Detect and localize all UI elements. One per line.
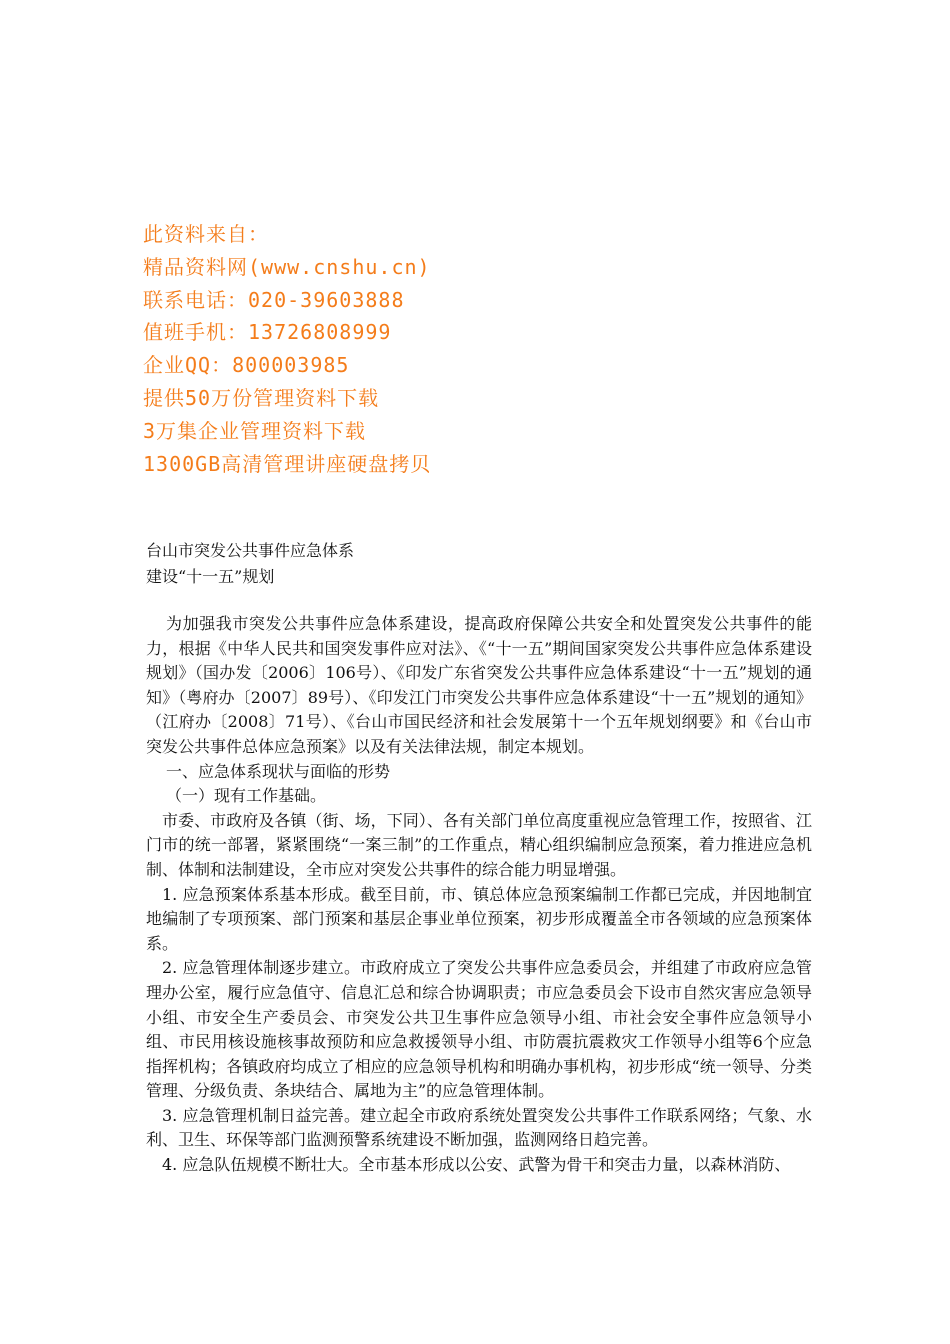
promo-offer-line-2: 3万集企业管理资料下载 <box>143 418 367 443</box>
promo-qq-line: 企业QQ：800003985 <box>143 353 350 378</box>
promo-mobile-line: 值班手机：13726808999 <box>143 320 392 345</box>
section-heading: 一、应急体系现状与面临的形势 <box>166 761 391 781</box>
promo-block <box>143 218 431 480</box>
promo-website-line: 精品资料网(www.cnshu.cn) <box>143 254 431 279</box>
list-item: 4. 应急队伍规模不断壮大。全市基本形成以公安、武警为骨干和突击力量，以森林消防、 <box>162 1155 791 1175</box>
overview-paragraph: 市委、市政府及各镇（街、场，下同）、各有关部门单位高度重视应急管理工作，按照省、江门市的统一部署，紧紧围绕“一案三制”的工作重点，精心组织编制应急预案，着力推进应急机制、体制和法制建设，全市应对突发公共事件的综合能力明显增强。 <box>146 810 812 879</box>
document-title <box>146 538 354 590</box>
subsection-heading: （一）现有工作基础。 <box>166 786 327 806</box>
promo-offer-line-3: 1300GB高清管理讲座硬盘拷贝 <box>143 451 432 476</box>
document-body <box>146 612 812 1178</box>
list-item: 1. 应急预案体系基本形成。截至目前，市、镇总体应急预案编制工作都已完成，并因地制宜地编制了专项预案、部门预案和基层企事业单位预案，初步形成覆盖全市各领域的应急预案体系。 <box>146 884 812 953</box>
intro-paragraph: 为加强我市突发公共事件应急体系建设，提高政府保障公共安全和处置突发公共事件的能力，根据《中华人民共和国突发事件应对法》、《“十一五”期间国家突发公共事件应急体系建设规划》（国办发〔2006〕106号）、《印发广东省突发公共事件应急体系建设“十一五”规划的通知》（粤府办〔2007〕89号）、《印发江门市突发公共事件应急体系建设“十一五”规划的通知》（江府办〔2008〕71号）、《台山市国民经济和社会发展第十一个五年规划纲要》和《台山市突发公共事件总体应急预案》以及有关法律法规，制定本规划。 <box>146 614 812 756</box>
title-line-2: 建设“十一五”规划 <box>146 567 275 586</box>
list-item: 3. 应急管理机制日益完善。建立起全市政府系统处置突发公共事件工作联系网络；气象、水利、卫生、环保等部门监测预警系统建设不断加强，监测网络日趋完善。 <box>146 1105 812 1150</box>
promo-phone-line: 联系电话：020-39603888 <box>143 287 405 312</box>
list-item: 2. 应急管理体制逐步建立。市政府成立了突发公共事件应急委员会，并组建了市政府应急管理办公室，履行应急值守、信息汇总和综合协调职责；市应急委员会下设市自然灾害应急领导小组、市安全生产委员会、市突发公共卫生事件应急领导小组、市社会安全事件应急领导小组、市民用核设施核事故预防和应急救援领导小组、市防震抗震救灾工作领导小组等6个应急指挥机构；各镇政府均成立了相应的应急领导机构和明确办事机构，初步形成“统一领导、分类管理、分级负责、条块结合、属地为主”的应急管理体制。 <box>146 958 812 1101</box>
promo-offer-line-1: 提供50万份管理资料下载 <box>143 385 380 410</box>
promo-source-line: 此资料来自： <box>143 222 269 246</box>
title-line-1: 台山市突发公共事件应急体系 <box>146 541 355 560</box>
